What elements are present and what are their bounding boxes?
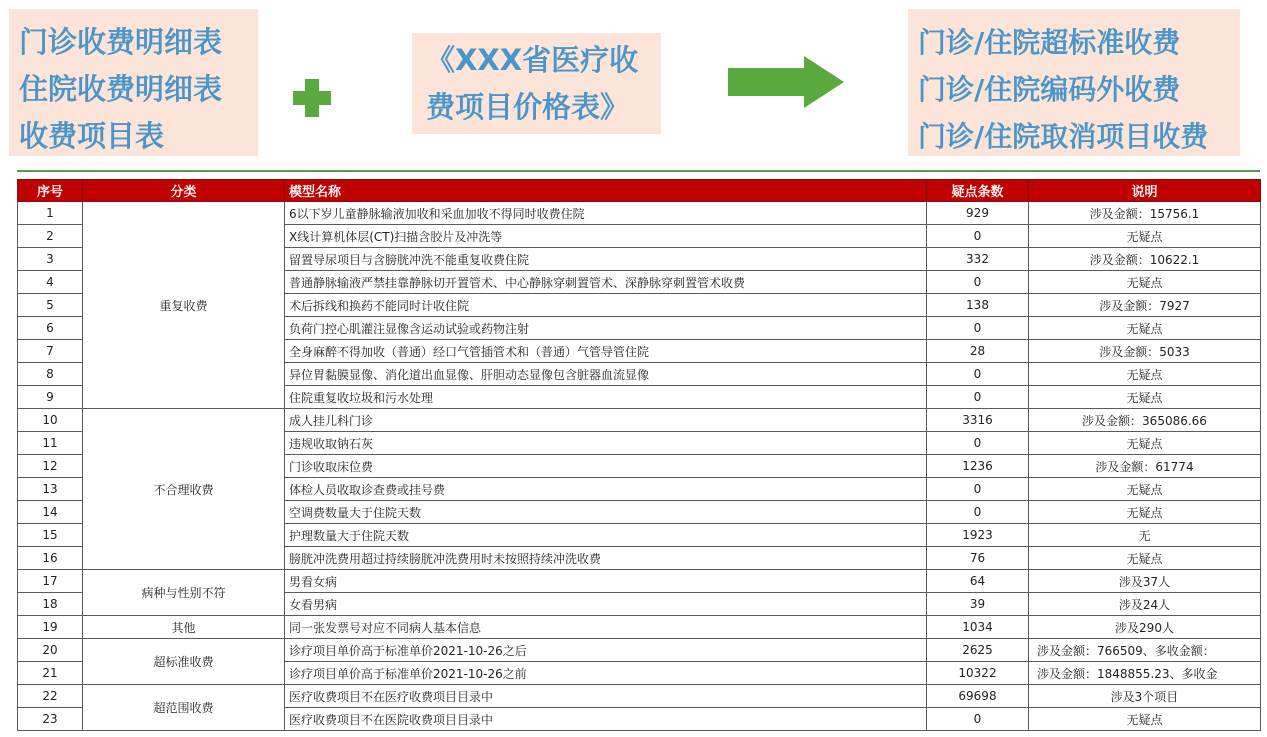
note-cell: 涉及金额：10622.1 [1029,248,1261,271]
model-name-cell: 留置导尿项目与含膀胱冲洗不能重复收费住院 [285,248,927,271]
result-line-3: 门诊/住院取消项目收费 [918,120,1209,153]
note-cell: 涉及金额：766509、多收金额： [1029,639,1261,662]
row-number-cell: 22 [18,685,83,708]
row-number-cell: 10 [18,409,83,432]
note-cell: 涉及金额：365086.66 [1029,409,1261,432]
source-line-2: 住院收费明细表 [19,72,223,106]
row-number-cell: 19 [18,616,83,639]
row-number-cell: 23 [18,708,83,731]
row-number-cell: 13 [18,478,83,501]
count-cell: 0 [927,478,1029,501]
note-cell: 涉及37人 [1029,570,1261,593]
category-cell: 超标准收费 [83,639,285,685]
note-cell: 无疑点 [1029,317,1261,340]
count-cell: 138 [927,294,1029,317]
note-cell: 涉及金额：5033 [1029,340,1261,363]
right-arrow-icon [728,56,844,108]
model-name-cell: 住院重复收垃圾和污水处理 [285,386,927,409]
count-cell: 0 [927,386,1029,409]
note-cell: 涉及金额：61774 [1029,455,1261,478]
model-name-cell: 医疗收费项目不在医院收费项目目录中 [285,708,927,731]
row-number-cell: 20 [18,639,83,662]
model-name-cell: 体检人员收取诊查费或挂号费 [285,478,927,501]
model-name-cell: 膀胱冲洗费用超过持续膀胱冲洗费用时未按照持续冲洗收费 [285,547,927,570]
count-cell: 76 [927,547,1029,570]
count-cell: 0 [927,363,1029,386]
result-line-2: 门诊/住院编码外收费 [918,73,1181,106]
count-cell: 929 [927,202,1029,225]
note-cell: 无疑点 [1029,386,1261,409]
audit-model-table [17,179,1261,731]
row-number-cell: 2 [18,225,83,248]
count-cell: 0 [927,708,1029,731]
model-name-cell: 空调费数量大于住院天数 [285,501,927,524]
count-cell: 1236 [927,455,1029,478]
row-number-cell: 7 [18,340,83,363]
row-number-cell: 11 [18,432,83,455]
row-number-cell: 5 [18,294,83,317]
note-cell: 涉及3个项目 [1029,685,1261,708]
model-name-cell: 门诊收取床位费 [285,455,927,478]
count-cell: 0 [927,225,1029,248]
header-category: 分类 [83,180,285,202]
header-model-name: 模型名称 [285,180,927,202]
result-categories-box [908,9,1240,156]
row-number-cell: 15 [18,524,83,547]
note-cell: 涉及290人 [1029,616,1261,639]
category-cell: 其他 [83,616,285,639]
model-name-cell: 医疗收费项目不在医疗收费项目目录中 [285,685,927,708]
category-cell: 超范围收费 [83,685,285,731]
table-row [18,202,1261,225]
note-cell: 无疑点 [1029,547,1261,570]
category-cell: 重复收费 [83,202,285,409]
note-cell: 涉及24人 [1029,593,1261,616]
note-cell: 涉及金额：1848855.23、多收金 [1029,662,1261,685]
model-name-cell: 男看女病 [285,570,927,593]
note-cell: 涉及金额：7927 [1029,294,1261,317]
model-name-cell: 普通静脉输液严禁挂靠静脉切开置管术、中心静脉穿刺置管术、深静脉穿刺置管术收费 [285,271,927,294]
note-cell: 无疑点 [1029,708,1261,731]
table-body [18,202,1261,731]
table-header-row [18,180,1261,202]
count-cell: 2625 [927,639,1029,662]
row-number-cell: 1 [18,202,83,225]
model-name-cell: 异位胃黏膜显像、消化道出血显像、肝胆动态显像包含脏器血流显像 [285,363,927,386]
count-cell: 28 [927,340,1029,363]
model-name-cell: 违规收取钠石灰 [285,432,927,455]
note-cell: 涉及金额：15756.1 [1029,202,1261,225]
model-name-cell: 成人挂儿科门诊 [285,409,927,432]
count-cell: 332 [927,248,1029,271]
model-name-cell: 术后拆线和换药不能同时计收住院 [285,294,927,317]
note-cell: 无疑点 [1029,478,1261,501]
model-name-cell: 诊疗项目单价高于标准单价2021-10-26之后 [285,639,927,662]
note-cell: 无疑点 [1029,501,1261,524]
row-number-cell: 3 [18,248,83,271]
row-number-cell: 12 [18,455,83,478]
count-cell: 39 [927,593,1029,616]
row-number-cell: 18 [18,593,83,616]
model-name-cell: 负荷门控心肌灌注显像含运动试验或药物注射 [285,317,927,340]
row-number-cell: 8 [18,363,83,386]
model-name-cell: 护理数量大于住院天数 [285,524,927,547]
table-row [18,409,1261,432]
category-cell: 病种与性别不符 [83,570,285,616]
count-cell: 0 [927,271,1029,294]
count-cell: 0 [927,317,1029,340]
count-cell: 0 [927,501,1029,524]
row-number-cell: 21 [18,662,83,685]
source-tables-box [9,9,258,156]
table-row [18,639,1261,662]
count-cell: 3316 [927,409,1029,432]
catalog-line-1: 《XXX省医疗收 [426,43,639,77]
model-name-cell: 同一张发票号对应不同病人基本信息 [285,616,927,639]
note-cell: 无疑点 [1029,432,1261,455]
category-cell: 不合理收费 [83,409,285,570]
catalog-line-2: 费项目价格表》 [426,90,630,124]
model-name-cell: 全身麻醉不得加收（普通）经口气管插管术和（普通）气管导管住院 [285,340,927,363]
model-name-cell: 6以下岁儿童静脉输液加收和采血加收不得同时收费住院 [285,202,927,225]
result-line-1: 门诊/住院超标准收费 [918,26,1181,59]
count-cell: 10322 [927,662,1029,685]
count-cell: 64 [927,570,1029,593]
model-name-cell: 诊疗项目单价高于标准单价2021-10-26之前 [285,662,927,685]
count-cell: 0 [927,432,1029,455]
row-number-cell: 9 [18,386,83,409]
plus-icon [293,79,331,117]
count-cell: 1034 [927,616,1029,639]
note-cell: 无 [1029,524,1261,547]
note-cell: 无疑点 [1029,225,1261,248]
model-name-cell: X线计算机体层(CT)扫描含胶片及冲洗等 [285,225,927,248]
source-line-1: 门诊收费明细表 [19,25,223,59]
header-note: 说明 [1029,180,1261,202]
table-row [18,570,1261,593]
header-count: 疑点条数 [927,180,1029,202]
note-cell: 无疑点 [1029,363,1261,386]
note-cell: 无疑点 [1029,271,1261,294]
count-cell: 69698 [927,685,1029,708]
model-name-cell: 女看男病 [285,593,927,616]
price-catalog-box [412,33,661,134]
row-number-cell: 14 [18,501,83,524]
table-row [18,685,1261,708]
row-number-cell: 16 [18,547,83,570]
row-number-cell: 17 [18,570,83,593]
source-line-3: 收费项目表 [19,119,165,153]
row-number-cell: 4 [18,271,83,294]
divider-line [17,170,1260,172]
header-no: 序号 [18,180,83,202]
count-cell: 1923 [927,524,1029,547]
table-row [18,616,1261,639]
row-number-cell: 6 [18,317,83,340]
